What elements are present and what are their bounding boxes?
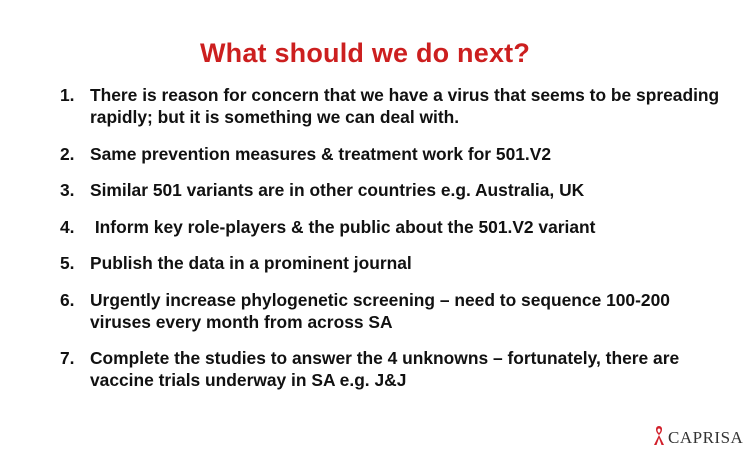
list-item-number: 7. bbox=[60, 348, 75, 368]
red-ribbon-icon bbox=[652, 424, 666, 451]
list-item bbox=[60, 84, 725, 128]
list-item-text: Urgently increase phylogenetic screening – need to sequence 100-200 viruses every month from across SA bbox=[90, 289, 675, 332]
list-item-text: Same prevention measures & treatment work for 501.V2 bbox=[90, 143, 552, 164]
list-item bbox=[60, 143, 720, 165]
list-item bbox=[60, 289, 720, 333]
list-item-text: Inform key role-players & the public about the 501.V2 variant bbox=[90, 216, 596, 237]
list-item-number: 2. bbox=[60, 143, 75, 164]
list-item-number: 5. bbox=[60, 253, 75, 273]
list-item bbox=[60, 216, 720, 238]
list-item bbox=[60, 179, 720, 201]
slide-title: What should we do next? bbox=[199, 38, 531, 68]
logo-text: CAPRISA bbox=[668, 427, 744, 447]
list-item-text: There is reason for concern that we have a virus that seems to be spreading rapidly; but it is something we can deal with. bbox=[90, 85, 725, 127]
list-item-number: 1. bbox=[60, 85, 75, 105]
list-item-text: Similar 501 variants are in other countries e.g. Australia, UK bbox=[90, 180, 585, 200]
numbered-list bbox=[60, 84, 725, 406]
caprisa-logo bbox=[652, 424, 743, 451]
list-item bbox=[60, 347, 720, 391]
list-item-text: Publish the data in a prominent journal bbox=[90, 253, 412, 273]
list-item-text: Complete the studies to answer the 4 unknowns – fortunately, there are vaccine trials underway in SA e.g. J&J bbox=[90, 348, 684, 390]
list-item-number: 4. bbox=[60, 216, 75, 237]
list-item-number: 6. bbox=[60, 289, 75, 310]
list-item-number: 3. bbox=[60, 180, 75, 200]
list-item bbox=[60, 252, 720, 274]
